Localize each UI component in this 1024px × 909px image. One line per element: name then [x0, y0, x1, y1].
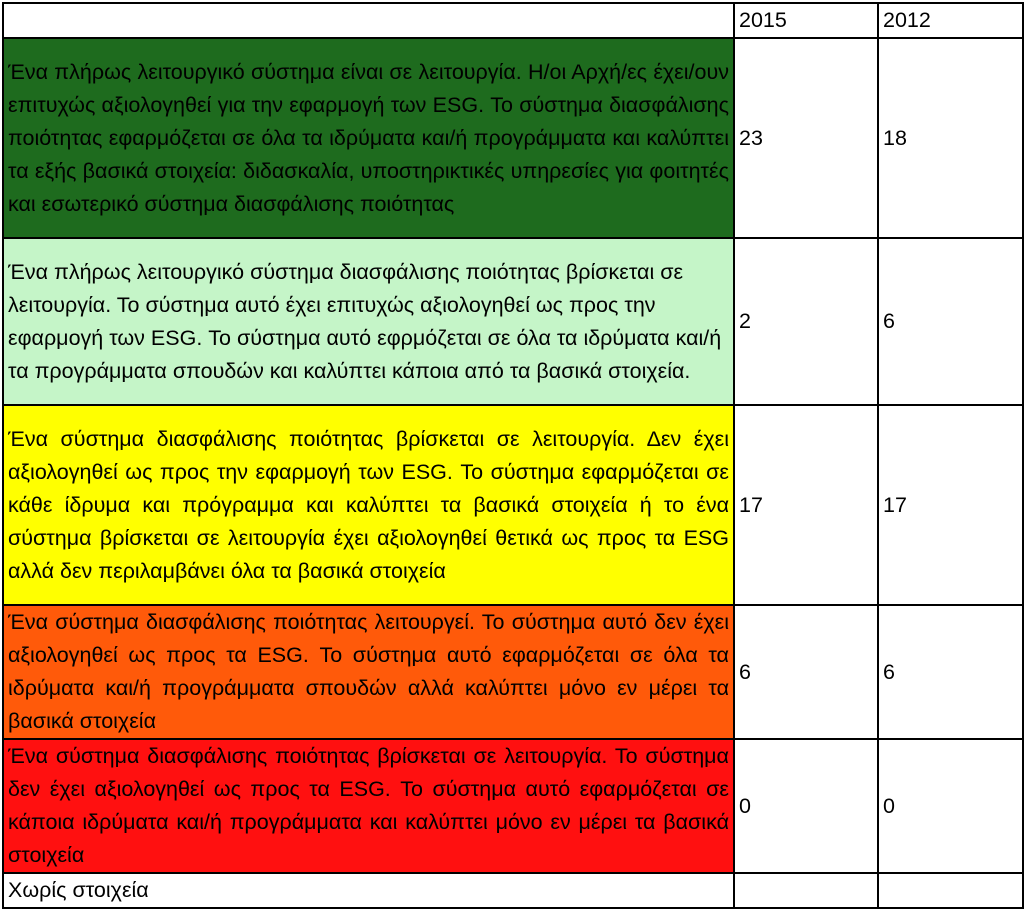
row-description: Ένα πλήρως λειτουργικό σύστημα είναι σε λειτουργία. Η/οι Αρχή/ες έχει/ουν επιτυχώς αξιολογηθεί για την εφαρμογή των ESG. Το σύστημα διασφάλισης ποιότητας εφαρμόζεται σε όλα τα ιδρύματα και/ή προγράμματα και καλύπτει τα εξής βασικά στοιχεία: διδασκαλία, υποστηρικτικές υπηρεσίες για φοιτητές και εσωτερικό σύστημα διασφάλισης ποιότητας — [3, 38, 734, 238]
row-value-2012 — [878, 873, 1023, 908]
row-description: Χωρίς στοιχεία — [3, 873, 734, 908]
table-header-row — [3, 3, 1023, 38]
header-year-2015: 2015 — [734, 3, 878, 38]
row-description: Ένα σύστημα διασφάλισης ποιότητας βρίσκεται σε λειτουργία. Το σύστημα δεν έχει αξιολογηθεί ως προς τα ESG. Το σύστημα αυτό εφαρμόζεται σε κάποια ιδρύματα και/ή προγράμματα και καλύπτει μόνο εν μέρει τα βασικά στοιχεία — [3, 739, 734, 873]
row-value-2012: 6 — [878, 605, 1023, 739]
header-year-2012: 2012 — [878, 3, 1023, 38]
row-value-2012: 0 — [878, 739, 1023, 873]
row-description: Ένα πλήρως λειτουργικό σύστημα διασφάλισης ποιότητας βρίσκεται σε λειτουργία. Το σύστημα αυτό έχει επιτυχώς αξιολογηθεί ως προς την εφαρμογή των ESG. Το σύστημα αυτό εφρμόζεται σε όλα τα ιδρύματα και/ή τα προγράμματα σπουδών και καλύπτει κάποια από τα βασικά στοιχεία. — [3, 238, 734, 405]
row-description: Ένα σύστημα διασφάλισης ποιότητας λειτουργεί. Το σύστημα αυτό δεν έχει αξιολογηθεί ως προς τα ESG. Το σύστημα αυτό εφαρμόζεται σε όλα τα ιδρύματα και/ή προγράμματα σπουδών αλλά καλύπτει μόνο εν μέρει τα βασικά στοιχεία — [3, 605, 734, 739]
row-value-2015: 23 — [734, 38, 878, 238]
table-row — [3, 38, 1023, 238]
row-value-2015: 0 — [734, 739, 878, 873]
row-value-2015: 2 — [734, 238, 878, 405]
row-value-2015 — [734, 873, 878, 908]
row-value-2012: 18 — [878, 38, 1023, 238]
table-row — [3, 405, 1023, 605]
table-row — [3, 605, 1023, 739]
row-value-2015: 17 — [734, 405, 878, 605]
row-description: Ένα σύστημα διασφάλισης ποιότητας βρίσκεται σε λειτουργία. Δεν έχει αξιολογηθεί ως προς την εφαρμογή των ESG. Το σύστημα εφαρμόζεται σε κάθε ίδρυμα και πρόγραμμα και καλύπτει τα βασικά στοιχεία ή το ένα σύστημα βρίσκεται σε λειτουργία έχει αξιολογηθεί θετικά ως προς τα ESG αλλά δεν περιλαμβάνει όλα τα βασικά στοιχεία — [3, 405, 734, 605]
table-row — [3, 739, 1023, 873]
row-value-2012: 17 — [878, 405, 1023, 605]
table-row — [3, 873, 1023, 908]
table-row — [3, 238, 1023, 405]
qa-status-table — [2, 2, 1024, 909]
header-empty-cell — [3, 3, 734, 38]
row-value-2012: 6 — [878, 238, 1023, 405]
row-value-2015: 6 — [734, 605, 878, 739]
